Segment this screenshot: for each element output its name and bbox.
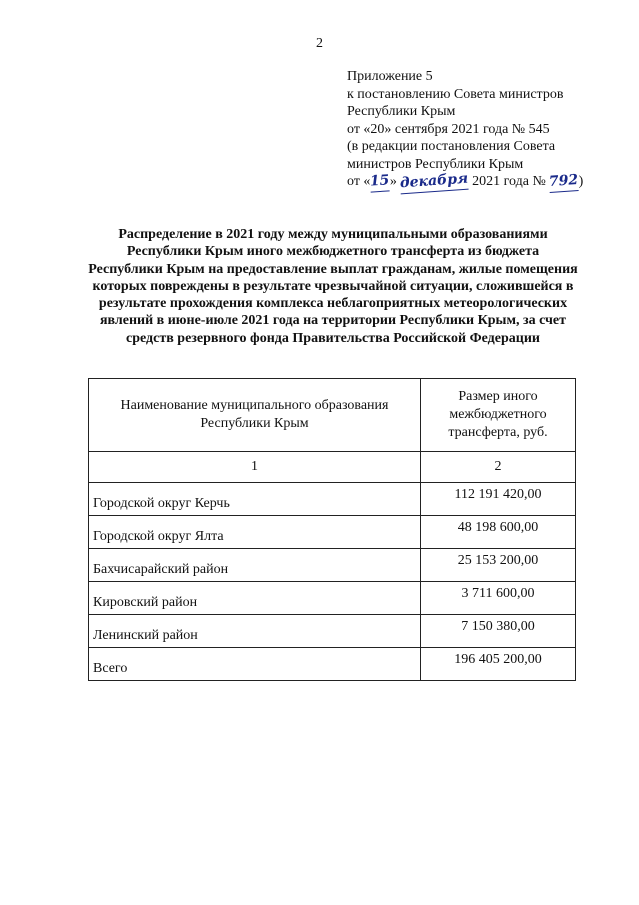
column-number: 1 xyxy=(89,452,421,483)
column-number-row xyxy=(89,452,576,483)
row-amount: 25 153 200,00 xyxy=(421,549,576,582)
table-row xyxy=(89,516,576,549)
row-amount: 112 191 420,00 xyxy=(421,483,576,516)
appendix-line: от «20» сентября 2021 года № 545 xyxy=(347,121,550,137)
row-municipality: Кировский район xyxy=(89,582,421,615)
appendix-line: министров Республики Крым xyxy=(347,156,524,172)
table-row xyxy=(89,549,576,582)
row-amount: 3 711 600,00 xyxy=(421,582,576,615)
column-number: 2 xyxy=(421,452,576,483)
table-header-row xyxy=(89,379,576,452)
row-amount: 7 150 380,00 xyxy=(421,615,576,648)
row-municipality: Всего xyxy=(89,648,421,681)
table-row xyxy=(89,615,576,648)
appendix-line: к постановлению Совета министров xyxy=(347,86,564,102)
handwritten-number: 792 xyxy=(549,172,579,192)
appendix-line: (в редакции постановления Совета xyxy=(347,139,556,154)
row-municipality: Бахчисарайский район xyxy=(89,549,421,582)
handwritten-day: 15 xyxy=(370,172,391,192)
row-amount: 196 405 200,00 xyxy=(421,648,576,681)
row-municipality: Городской округ Ялта xyxy=(89,516,421,549)
table-row xyxy=(89,483,576,516)
document-title: Распределение в 2021 году между муниципальными образованиями Республики Крым иного межбюджетного трансферта из бюджета Республики Крым на предоставление выплат гражданам, жилые помещения которых повреждены в результате чрезвычайной ситуации, сложившейся в результате прохождения комплекса неблагоприятных метеорологических явлений в июне-июле 2021 года на территории Республики Крым, за счет средств резервного фонда Правительства Российской Федерации xyxy=(88,227,578,346)
row-amount: 48 198 600,00 xyxy=(421,516,576,549)
table-row xyxy=(89,582,576,615)
page-number: 2 xyxy=(316,36,323,51)
appendix-block xyxy=(347,68,607,192)
header-amount: Размер иного межбюджетного трансферта, руб. xyxy=(421,379,576,452)
header-municipality: Наименование муниципального образования Республики Крым xyxy=(89,379,421,452)
appendix-line: Приложение 5 xyxy=(347,69,433,84)
appendix-amendment-date: от «15» декабря 2021 года № 792) xyxy=(347,173,607,192)
handwritten-month: декабря xyxy=(400,171,469,194)
row-municipality: Городской округ Керчь xyxy=(89,483,421,516)
row-municipality: Ленинский район xyxy=(89,615,421,648)
appendix-line: Республики Крым xyxy=(347,104,456,119)
allocation-table xyxy=(88,378,576,681)
table-row-total xyxy=(89,648,576,681)
